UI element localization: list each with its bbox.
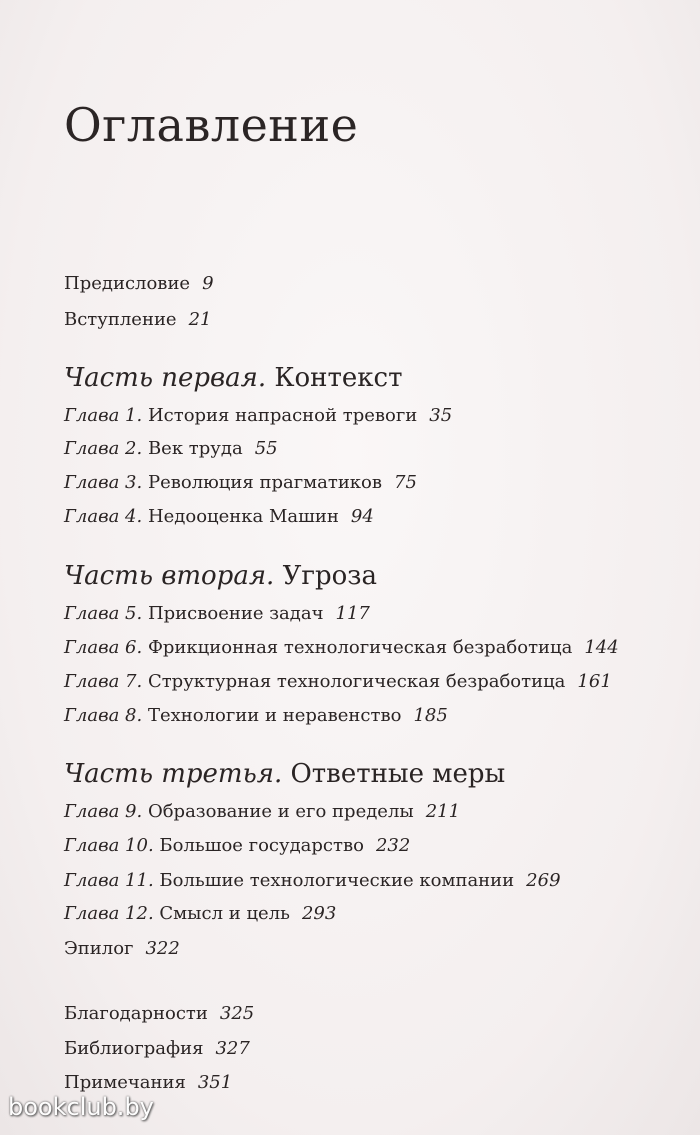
toc-page-number: 35 <box>429 405 453 426</box>
watermark-logo: bookclub.by <box>8 1093 154 1121</box>
toc-entry-text: Эпилог <box>64 938 134 959</box>
toc-chapter-2[interactable] <box>64 437 278 461</box>
toc-entry-acknowledgements[interactable] <box>64 1002 254 1026</box>
chapter-title: Технологии и неравенство <box>147 705 402 726</box>
chapter-label: Глава 12. <box>64 903 154 924</box>
toc-page-number: 327 <box>215 1038 250 1059</box>
toc-page-number: 161 <box>577 671 612 692</box>
toc-chapter-3[interactable] <box>64 471 417 495</box>
toc-page-number: 75 <box>394 472 417 493</box>
toc-entry-text: Вступление <box>64 309 177 330</box>
chapter-label: Глава 1. <box>64 405 143 426</box>
toc-entry-text: Библиография <box>64 1038 204 1059</box>
chapter-title: Фрикционная технологическая безработица <box>147 637 573 658</box>
chapter-label: Глава 8. <box>64 705 143 726</box>
part-label: Часть третья. <box>64 759 283 789</box>
chapter-title: История напрасной тревоги <box>147 405 418 426</box>
toc-chapter-12[interactable] <box>64 902 336 926</box>
part-label: Часть первая. <box>64 363 267 393</box>
chapter-title: Большие технологические компании <box>159 870 515 891</box>
toc-page-number: 351 <box>197 1072 233 1093</box>
chapter-label: Глава 2. <box>64 438 143 459</box>
chapter-label: Глава 4. <box>64 506 143 527</box>
page-title: Оглавление <box>64 98 359 152</box>
toc-entry-text: Примечания <box>64 1072 186 1093</box>
part-name: Ответные меры <box>290 759 506 789</box>
toc-page-number: 269 <box>526 870 561 891</box>
toc-page-number: 211 <box>425 801 461 822</box>
toc-chapter-4[interactable] <box>64 505 374 529</box>
chapter-title: Недооценка Машин <box>147 506 339 527</box>
chapter-label: Глава 3. <box>64 472 143 493</box>
toc-page-number: 117 <box>335 603 370 624</box>
chapter-label: Глава 5. <box>64 603 143 624</box>
chapter-title: Присвоение задач <box>147 603 324 624</box>
chapter-title: Век труда <box>147 438 243 459</box>
toc-chapter-11[interactable] <box>64 869 561 893</box>
toc-page-number: 322 <box>145 938 180 959</box>
toc-entry-preface[interactable] <box>64 272 214 296</box>
toc-part-2-heading <box>64 560 377 592</box>
toc-chapter-9[interactable] <box>64 800 460 824</box>
chapter-label: Глава 11. <box>64 870 154 891</box>
chapter-title: Структурная технологическая безработица <box>147 671 566 692</box>
toc-entry-epilogue[interactable] <box>64 937 180 961</box>
toc-page-number: 293 <box>301 903 337 924</box>
toc-page-number: 21 <box>188 309 212 330</box>
chapter-label: Глава 10. <box>64 835 154 856</box>
toc-entry-introduction[interactable] <box>64 308 212 332</box>
toc-page-number: 144 <box>584 637 619 658</box>
chapter-title: Большое государство <box>159 835 364 856</box>
toc-chapter-1[interactable] <box>64 404 452 428</box>
toc-entry-text: Благодарности <box>64 1003 208 1024</box>
part-name: Контекст <box>274 363 403 393</box>
toc-chapter-7[interactable] <box>64 670 612 694</box>
toc-part-3-heading <box>64 758 505 790</box>
chapter-title: Революция прагматиков <box>147 472 383 493</box>
toc-page-number: 94 <box>350 506 374 527</box>
chapter-title: Образование и его пределы <box>147 801 414 822</box>
part-label: Часть вторая. <box>64 561 275 591</box>
toc-chapter-10[interactable] <box>64 834 410 858</box>
toc-page-number: 55 <box>254 438 278 459</box>
part-name: Угроза <box>282 561 377 591</box>
toc-entry-bibliography[interactable] <box>64 1037 250 1061</box>
chapter-title: Смысл и цель <box>159 903 290 924</box>
toc-page-number: 9 <box>202 273 214 294</box>
chapter-label: Глава 7. <box>64 671 143 692</box>
toc-chapter-5[interactable] <box>64 602 370 626</box>
toc-page-number: 232 <box>375 835 411 856</box>
chapter-label: Глава 6. <box>64 637 143 658</box>
toc-part-1-heading <box>64 362 402 394</box>
toc-entry-text: Предисловие <box>64 273 191 294</box>
toc-chapter-6[interactable] <box>64 636 619 660</box>
chapter-label: Глава 9. <box>64 801 143 822</box>
toc-page-number: 185 <box>413 705 448 726</box>
toc-entry-notes[interactable] <box>64 1071 232 1095</box>
toc-page-number: 325 <box>219 1003 255 1024</box>
toc-chapter-8[interactable] <box>64 704 448 728</box>
